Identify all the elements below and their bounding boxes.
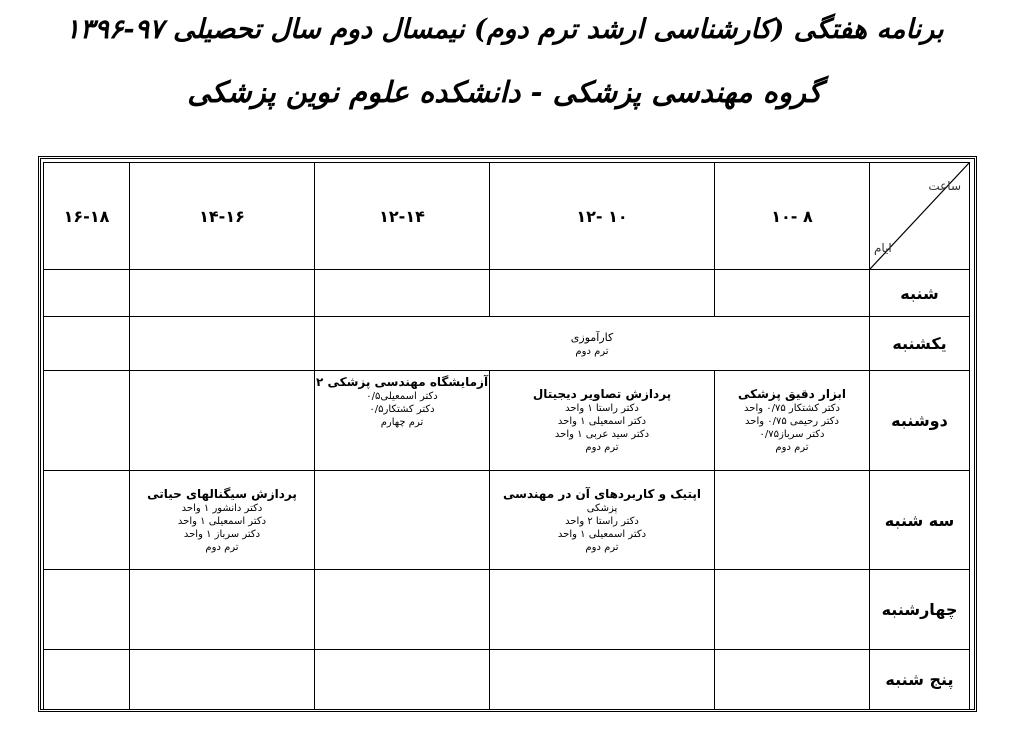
course-line: دکتر کشتکار۰/۵ [369,404,435,415]
corner-cell [870,163,970,270]
course-cell [490,371,715,471]
course-cell-internship [315,317,870,371]
empty-cell [715,570,870,650]
empty-cell [44,650,130,710]
table-row [44,270,970,317]
course-line: دکتر اسمعیلی ۱ واحد [557,416,647,427]
empty-cell [490,570,715,650]
page-title: برنامه هفتگی (کارشناسی ارشد ترم دوم) نیمسال دوم سال تحصیلی ۹۷-۱۳۹۶ [65,14,944,45]
day-cell: شنبه [870,270,970,317]
empty-cell [715,270,870,317]
day-cell: پنج شنبه [870,650,970,710]
course-line: دکتر دانشور ۱ واحد [181,502,263,514]
course-line: ترم چهارم [380,417,424,428]
course-line: دکتر اسمعیلی۰/۵ [366,391,438,402]
course-cell [130,471,315,570]
time-slot-header: ۱۲-۱۴ [315,163,490,270]
time-slot-header: ۱۴-۱۶ [130,163,315,270]
time-slot-header: ۱۰ -۱۲ [490,163,715,270]
empty-cell [130,270,315,317]
empty-cell [44,270,130,317]
course-title: پردازش تصاویر دیجیتال [532,387,672,401]
course-line: ترم دوم [775,442,809,453]
empty-cell [44,371,130,471]
course-line: دکتر اسمعیلی ۱ واحد [177,515,267,527]
empty-cell [130,371,315,471]
time-slot-header: ۸ -۱۰ [715,163,870,270]
empty-cell [315,570,490,650]
course-line: دکتر اسمعیلی ۱ واحد [557,528,647,540]
table-row [44,317,970,371]
course-title: آزمایشگاه مهندسی پزشکی ۲ [315,375,489,389]
empty-cell [130,570,315,650]
course-line: ترم دوم [205,541,239,553]
course-line: ترم دوم [585,442,619,453]
day-cell: دوشنبه [870,371,970,471]
course-line: دکتر کشتکار ۰/۷۵ واحد [744,403,840,414]
header-row [44,163,970,270]
day-label: ایام [874,241,892,255]
day-cell: یکشنبه [870,317,970,371]
table-row [44,650,970,710]
time-slot-header: ۱۶-۱۸ [44,163,130,270]
empty-cell [315,471,490,570]
course-line: دکتر رحیمی ۰/۷۵ واحد [745,416,839,427]
course-line: ترم دوم [575,345,609,357]
table-row [44,371,970,471]
course-line: دکتر راستا ۱ واحد [565,403,639,414]
empty-cell [490,650,715,710]
empty-cell [44,317,130,371]
empty-cell [130,650,315,710]
empty-cell [315,270,490,317]
course-cell [715,371,870,471]
course-line: دکتر راستا ۲ واحد [565,515,639,527]
day-cell: چهارشنبه [870,570,970,650]
course-line: ترم دوم [585,541,619,553]
course-cell [315,371,490,471]
course-title: ابزار دقیق پزشکی [737,387,847,401]
empty-cell [44,471,130,570]
schedule-table [43,162,970,710]
course-cell [490,471,715,570]
empty-cell [715,650,870,710]
course-line: دکتر سید عربی ۱ واحد [554,429,650,440]
page-subtitle: گروه مهندسی پزشکی - دانشکده علوم نوین پزشکی [187,75,822,109]
hour-label: ساعت [928,179,961,193]
empty-cell [715,471,870,570]
day-cell: سه شنبه [870,471,970,570]
empty-cell [315,650,490,710]
empty-cell [490,270,715,317]
course-line: دکتر سرباز ۱ واحد [183,528,261,540]
empty-cell [130,317,315,371]
course-title: پردازش سیگنالهای حیاتی [147,486,297,501]
table-row [44,471,970,570]
course-title: کارآموزی [570,330,614,344]
course-title: اپتیک و کاربردهای آن در مهندسی [503,486,701,501]
empty-cell [44,570,130,650]
course-line: پزشکی [586,502,618,514]
table-row [44,570,970,650]
course-line: دکتر سرباز۰/۷۵ [759,429,825,440]
